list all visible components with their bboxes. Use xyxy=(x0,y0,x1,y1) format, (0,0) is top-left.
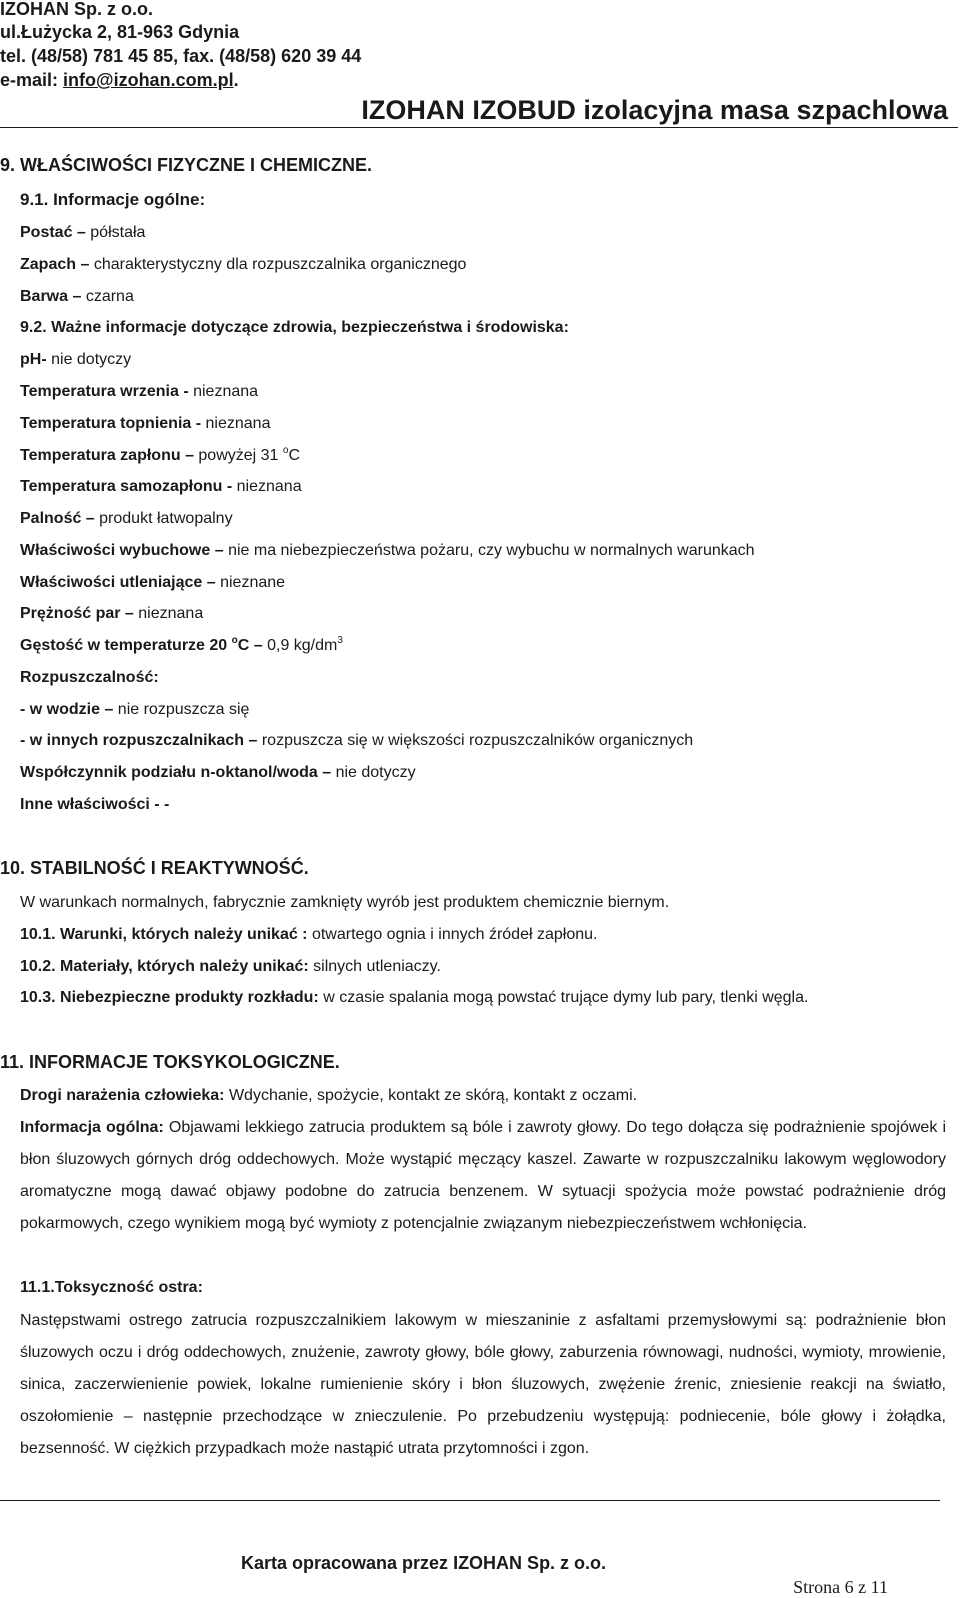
section-9-title: 9. WŁAŚCIWOŚCI FIZYCZNE I CHEMICZNE. xyxy=(0,155,372,175)
inne-wlasciwosci-row: Inne właściwości - - xyxy=(20,796,170,813)
section-10-title: 10. STABILNOŚĆ I REAKTYWNOŚĆ. xyxy=(0,858,309,878)
company-name: IZOHAN Sp. z o.o. xyxy=(0,0,153,19)
informacja-ogolna-paragraph: Informacja ogólna: Objawami lekkiego zatrucia produktem są bóle i zawroty głowy. Do tego dołącza się podrażnienie spojówek i błon śluzowych górnych dróg oddechowych. Może wystąpić męczący kaszel. Zawarte w rozpuszczalniku lakowym węglowodory aromatyczne mogą dawać objawy podobne do zatrucia benzenem. W sytuacji spożycia może powstać podrażnienie dróg pokarmowych, czego wynikiem mogą być wymioty z potencjalnie związanym niebezpieczeństwem wchłonięcia. xyxy=(20,1119,946,1232)
footer-divider xyxy=(0,1500,940,1501)
inne-rozpuszczalniki-row: - w innych rozpuszczalnikach – rozpuszcza się w większości rozpuszczalników organicznych xyxy=(20,732,694,749)
email-label: e-mail: xyxy=(0,70,64,90)
section-11-1-title: 11.1.Toksyczność ostra: xyxy=(20,1279,203,1296)
preznosc-row: Prężność par – nieznana xyxy=(20,605,204,622)
barwa-row: Barwa – czarna xyxy=(20,288,134,305)
product-title: IZOHAN IZOBUD izolacyjna masa szpachlowa xyxy=(361,95,948,125)
company-address: ul.Łużycka 2, 81-963 Gdynia xyxy=(0,22,240,42)
wybuchowe-row: Właściwości wybuchowe – nie ma niebezpieczeństwa pożaru, czy wybuchu w normalnych warunkach xyxy=(20,542,755,559)
rozpuszczalnosc-title: Rozpuszczalność: xyxy=(20,669,159,686)
drogi-narazenia-row: Drogi narażenia człowieka: Wdychanie, spożycie, kontakt ze skórą, kontakt z oczami. xyxy=(20,1087,638,1104)
page-number: Strona 6 z 11 xyxy=(793,1577,888,1597)
section-11-title: 11. INFORMACJE TOKSYKOLOGICZNE. xyxy=(0,1052,340,1072)
toksycznosc-ostra-paragraph: Następstwami ostrego zatrucia rozpuszczalnikiem lakowym w mieszaninie z asfaltami przemysłowymi są: podrażnienie błon śluzowych oczu i dróg oddechowych, znużenie, zawroty głowy, bóle głowy, zaburzenia równowagi, nudności, wymioty, mrowienie, sinica, zaczerwienienie powiek, lokalne rumienienie skóry i błon śluzowych, zwężenie źrenic, zniesienie reakcji na światło, oszołomienie – następnie przechodzące w znieczulenie. Po przebudzeniu występują: podniecenie, bóle głowy i żołądka, bezsenność. W ciężkich przypadkach może nastąpić utrata przytomności i zgon. xyxy=(20,1312,946,1457)
wspolczynnik-row: Współczynnik podziału n-oktanol/woda – nie dotyczy xyxy=(20,764,416,781)
ph-row: pH- nie dotyczy xyxy=(20,351,132,368)
topnienie-row: Temperatura topnienia - nieznana xyxy=(20,415,271,432)
section-9-2-title: 9.2. Ważne informacje dotyczące zdrowia, bezpieczeństwa i środowiska: xyxy=(20,319,569,336)
header-divider xyxy=(0,127,958,128)
zapach-row: Zapach – charakterystyczny dla rozpuszczalnika organicznego xyxy=(20,256,467,273)
section-10-1-row: 10.1. Warunki, których należy unikać : otwartego ognia i innych źródeł zapłonu. xyxy=(20,926,598,943)
company-email-line xyxy=(0,68,239,92)
footer-prepared-by: Karta opracowana przez IZOHAN Sp. z o.o. xyxy=(241,1553,607,1573)
section-10-intro: W warunkach normalnych, fabrycznie zamknięty wyrób jest produktem chemicznie biernym. xyxy=(20,894,670,911)
postac-row: Postać – półstała xyxy=(20,224,146,241)
gestosc-row: Gęstość w temperaturze 20 $^o$C – 0,9 $kg/dm^3$ xyxy=(20,635,343,654)
section-10-2-row: 10.2. Materiały, których należy unikać: silnych utleniaczy. xyxy=(20,958,441,975)
email-link[interactable]: info@izohan.com.pl xyxy=(63,70,234,90)
section-9-1-title: 9.1. Informacje ogólne: xyxy=(20,190,206,209)
samozaplon-row: Temperatura samozapłonu - nieznana xyxy=(20,478,302,495)
email-suffix: . xyxy=(233,70,239,90)
woda-row: - w wodzie – nie rozpuszcza się xyxy=(20,701,250,718)
zaplon-row: Temperatura zapłonu – powyżej 31 $^o$C xyxy=(20,445,301,464)
utleniajace-row: Właściwości utleniające – nieznane xyxy=(20,574,286,591)
section-10-3-row: 10.3. Niebezpieczne produkty rozkładu: w czasie spalania mogą powstać trujące dymy lub pary, tlenki węgla. xyxy=(20,989,809,1006)
company-phone: tel. (48/58) 781 45 85, fax. (48/58) 620 39 44 xyxy=(0,46,362,66)
wrzenie-row: Temperatura wrzenia - nieznana xyxy=(20,383,259,400)
palnosc-row: Palność – produkt łatwopalny xyxy=(20,510,233,527)
